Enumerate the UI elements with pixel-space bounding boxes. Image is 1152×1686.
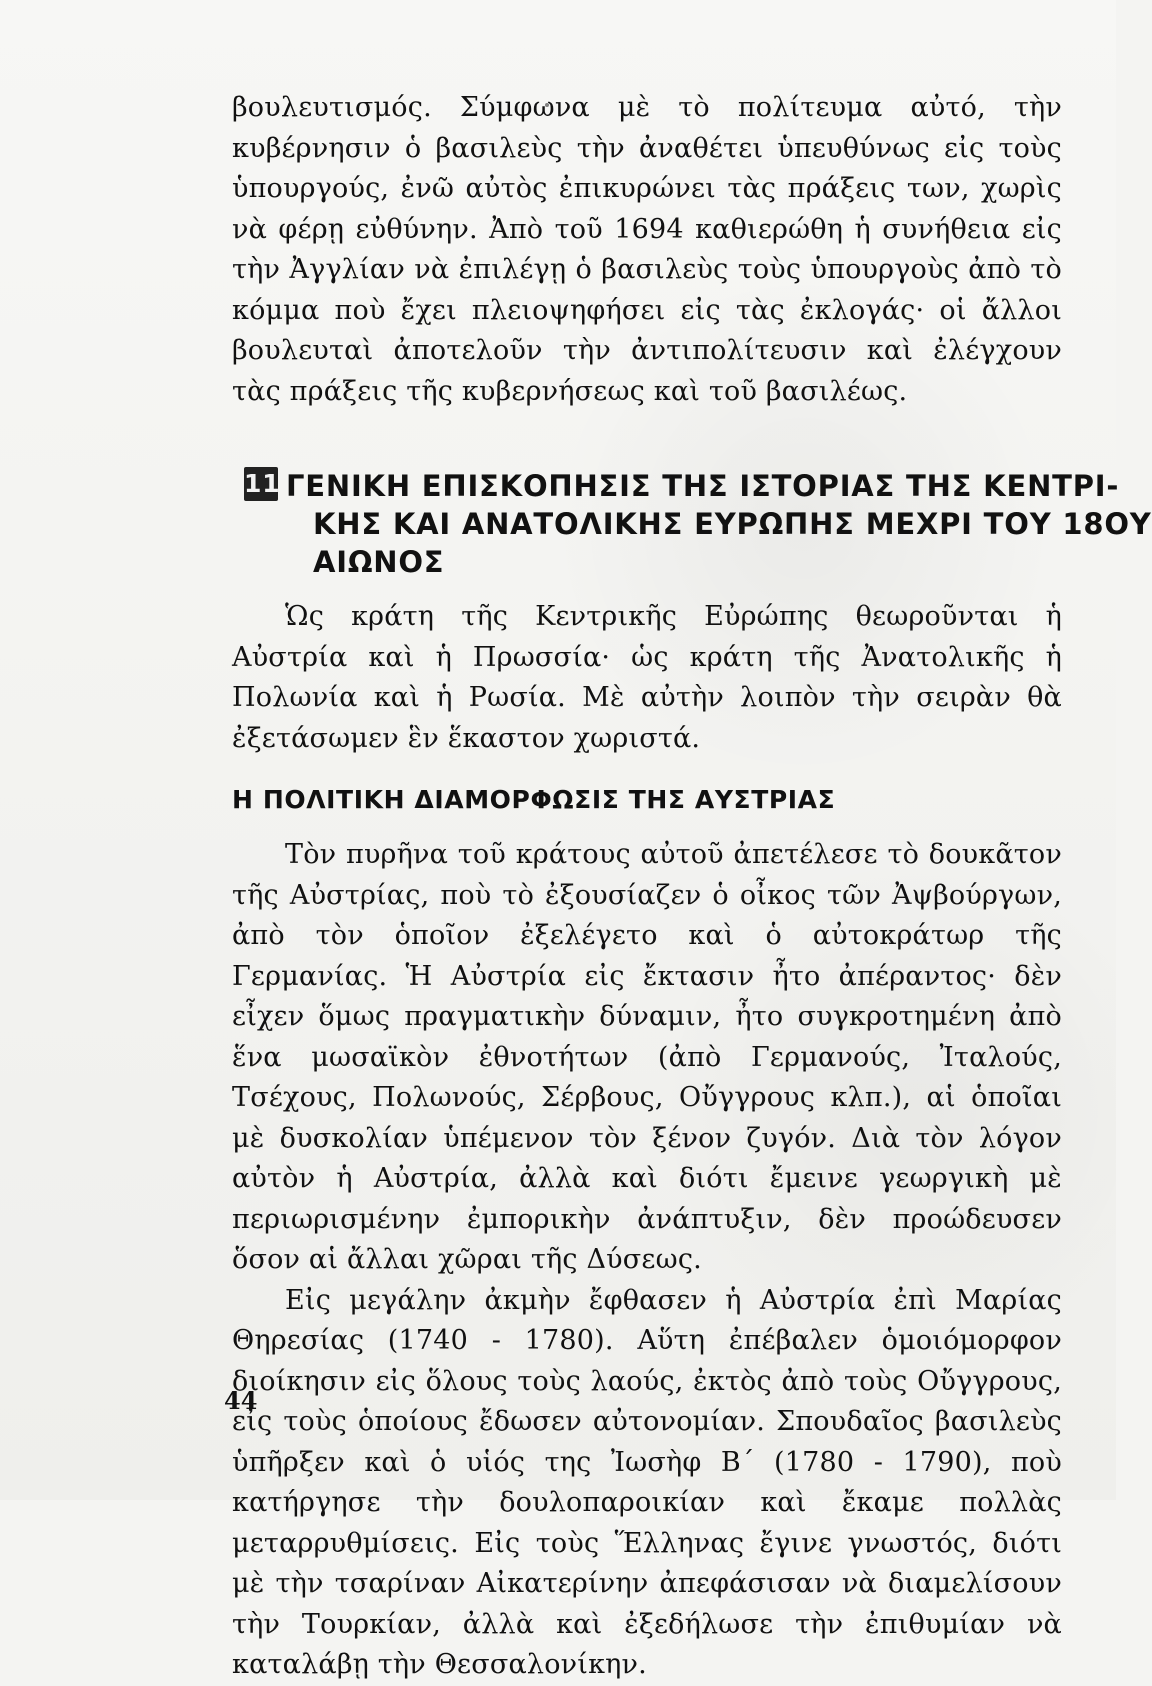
document-text-column [232, 88, 1152, 1686]
page-number: 44 [224, 1386, 258, 1415]
section-heading [232, 467, 1152, 581]
section-title-line-3: ΑΙΩΝΟΣ [313, 545, 445, 579]
austria-paragraph-2: Εἰς μεγάλην ἀκμὴν ἔφθασεν ἡ Αὐστρία ἐπὶ Μαρίας Θηρεσίας (1740 - 1780). Αὕτη ἐπέβαλεν ὁμοιόμορφον διοίκησιν εἰς ὅλους τοὺς λαούς, ἐκτὸς ἀπὸ τοὺς Οὔγγρους, εἰς τοὺς ὁποίους ἔδωσεν αὐτονομίαν. Σπουδαῖος βασιλεὺς ὑπῆρξεν καὶ ὁ υἱός της Ἰωσὴφ Β΄ (1780 - 1790), ποὺ κατήργησε τὴν δουλοπαροικίαν καὶ ἔκαμε πολλὰς μεταρρυθμίσεις. Εἰς τοὺς Ἕλληνας ἔγινε γνωστός, διότι μὲ τὴν τσαρίναν Αἰκατερίνην ἀπεφάσισαν νὰ διαμελίσουν τὴν Τουρκίαν, ἀλλὰ καὶ ἐξεδήλωσε τὴν ἐπιθυμίαν νὰ καταλάβῃ τὴν Θεσσαλονίκην. [232, 1284, 1062, 1680]
austria-paragraph-1: Τὸν πυρῆνα τοῦ κράτους αὐτοῦ ἀπετέλεσε τὸ δουκᾶτον τῆς Αὐστρίας, ποὺ τὸ ἐξουσίαζεν ὁ οἶκος τῶν Ἀψβούργων, ἀπὸ τὸν ὁποῖον ἐξελέγετο καὶ ὁ αὐτοκράτωρ τῆς Γερμανίας. Ἡ Αὐστρία εἰς ἔκτασιν ἦτο ἀπέραντος· δὲν εἶχεν ὅμως πραγματικὴν δύναμιν, ἦτο συγκροτημένη ἀπὸ ἕνα μωσαϊκὸν ἐθνοτήτων (ἀπὸ Γερμανούς, Ἰταλούς, Τσέχους, Πολωνούς, Σέρβους, Οὔγγρους κλπ.), αἱ ὁποῖαι μὲ δυσκολίαν ὑπέμενον τὸν ξένον ζυγόν. Διὰ τὸν λόγον αὐτὸν ἡ Αὐστρία, ἀλλὰ καὶ διότι ἔμεινε γεωργικὴ μὲ περιωρισμένην ἐμπορικὴν ἀνάπτυξιν, δὲν προώδευσεν ὅσον αἱ ἄλλαι χῶραι τῆς Δύσεως. [232, 839, 1062, 1275]
austria-subheading: Η ΠΟΛΙΤΙΚΗ ΔΙΑΜΟΡΦΩΣΙΣ ΤΗΣ ΑΥΣΤΡΙΑΣ [232, 785, 836, 814]
section-title-line-2: ΚΗΣ ΚΑΙ ΑΝΑΤΟΛΙΚΗΣ ΕΥΡΩΠΗΣ ΜΕΧΡΙ ΤΟΥ 18ΟΥ [313, 507, 1152, 541]
section-title-line-1: ΓΕΝΙΚΗ ΕΠΙΣΚΟΠΗΣΙΣ ΤΗΣ ΙΣΤΟΡΙΑΣ ΤΗΣ ΚΕΝΤΡΙ- [286, 469, 1120, 503]
section-number-badge: 11 [244, 467, 278, 501]
intro-paragraph: βουλευτισμός. Σύμφωνα μὲ τὸ πολίτευμα αὐτό, τὴν κυβέρνησιν ὁ βασιλεὺς τὴν ἀναθέτει ὑπευθύνως εἰς τοὺς ὑπουργούς, ἐνῶ αὐτὸς ἐπικυρώνει τὰς πράξεις των, χωρὶς νὰ φέρῃ εὐθύνην. Ἀπὸ τοῦ 1694 καθιερώθη ἡ συνήθεια εἰς τὴν Ἀγγλίαν νὰ ἐπιλέγῃ ὁ βασιλεὺς τοὺς ὑπουργοὺς ἀπὸ τὸ κόμμα ποὺ ἔχει πλειοψηφήσει εἰς τὰς ἐκλογάς· οἱ ἄλλοι βουλευταὶ ἀποτελοῦν τὴν ἀντιπολίτευσιν καὶ ἐλέγχουν τὰς πράξεις τῆς κυβερνήσεως καὶ τοῦ βασιλέως. [232, 92, 1062, 407]
section-paragraph: Ὡς κράτη τῆς Κεντρικῆς Εὐρώπης θεωροῦνται ἡ Αὐστρία καὶ ἡ Πρωσσία· ὡς κράτη τῆς Ἀνατολικῆς ἡ Πολωνία καὶ ἡ Ρωσία. Μὲ αὐτὴν λοιπὸν τὴν σειρὰν θὰ ἐξετάσωμεν ἓν ἕκαστον χωριστά. [232, 601, 1062, 754]
